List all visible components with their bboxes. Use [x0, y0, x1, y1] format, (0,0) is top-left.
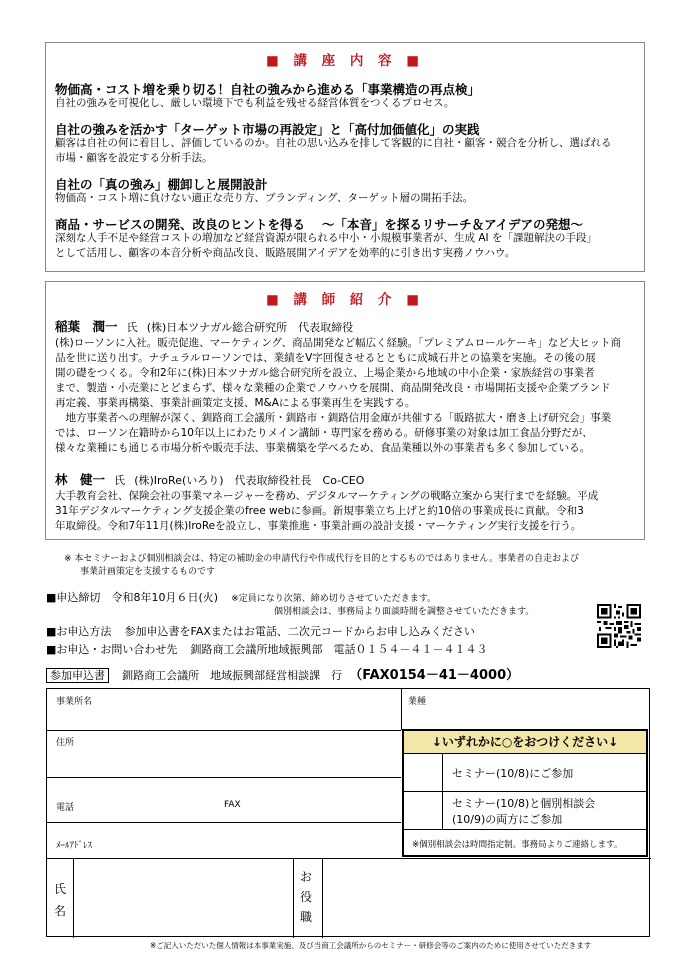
name-label-1: 氏 [54, 882, 67, 896]
choice-title: ↓いずれかに○をおつけください↓ [404, 731, 646, 754]
bio-line: 大手教育会社、保険会社の事業マネージャーを務め、デジタルマーケティングの戦略立案から実行までを経験。平成 [55, 490, 599, 502]
consult-note: 個別相談会は、事務局より面談時間を調整させていただきます。 [274, 607, 535, 617]
company-input[interactable] [110, 694, 390, 724]
lecturer-2-affiliation: (株)IroRe(いろり) 代表取締役社長 Co-CEO [134, 474, 365, 487]
course-item-3-heading: 自社の「真の強み」棚卸しと展開設計 [55, 177, 268, 192]
contact-text: 釧路商工会議所地域振興部 電話０１５４－４１－４１４３ [190, 643, 488, 656]
option-2-label-2: (10/9)の両方にご参加 [452, 813, 563, 826]
privacy-note: ※ご記入いただいた個人情報は本事業実施、及び当商工会議所からのセミナー・研修会等のご案内のために使用させていただきます [150, 941, 592, 950]
consult-time-note: ※個別相談会は時間指定制。事務局よりご連絡します。 [412, 840, 623, 850]
fax-label: FAX [224, 800, 241, 810]
contact-label: ■お申込・お問い合わせ先 [46, 643, 178, 656]
method-text: 参加申込書をFAXまたはお電話、二次元コードからお申し込みください [124, 625, 475, 638]
course-item-2-desc-2: 市場・顧客を設定する分析手法。 [55, 152, 213, 164]
notice-line-2: 事業計画策定を支援するものです [80, 567, 216, 577]
deadline-date: 令和8年10月６日(火) [111, 591, 219, 604]
deadline-row [46, 586, 436, 605]
course-item-4-heading: 商品・サービスの開発、改良のヒントを得る ～「本音」を探るリサーチ＆アイデアの発想～ [55, 217, 583, 232]
course-item-1-heading: 物価高・コスト増を乗り切る！自社の強みから進める「事業構造の再点検」 [55, 82, 481, 97]
email-input[interactable] [100, 832, 396, 852]
option-1-circle-target[interactable] [404, 753, 442, 791]
deadline-label: ■申込締切 [46, 591, 101, 604]
option-2-label-1: セミナー(10/8)と個別相談会 [452, 797, 596, 810]
bio-line: 再定義、事業再構築、事業計画策定支援、M&Aによる事業再生を実践する。 [55, 397, 416, 409]
lecturer-2-honorific: 氏 [114, 474, 126, 487]
choice-box [402, 729, 648, 857]
lecturer-1-honorific: 氏 [126, 321, 138, 334]
course-item-4-desc-1: 深刻な人手不足や経営コストの増加など経営資源が限られる中小・小規模事業者が、生成 AI を「課題解決の手段」 [55, 232, 597, 244]
bio-line: 品を世に送り出す。ナチュラルローソンでは、業績をV字回復させるとともに成城石井との協業を実施。その後の展 [55, 352, 596, 364]
lecturer-2-bio [55, 489, 598, 534]
course-item-4-desc-2: として活用し、顧客の本音分析や商品改良、販路展開アイデアを効率的に引き出す実務ノウハウ。 [55, 247, 516, 259]
lecturer-1-name: 稲葉 潤一 [55, 319, 118, 334]
address-input[interactable] [56, 748, 396, 774]
bio-line: 31年デジタルマーケティング支援企業のfree webに参画。新規事業立ち上げと約10倍の事業成長に貢献。令和3 [55, 505, 584, 517]
contact-row [46, 638, 488, 657]
address-label: 住所 [56, 738, 75, 748]
phone-label: 電話 [56, 803, 75, 813]
industry-input[interactable] [440, 694, 640, 724]
name-input[interactable] [76, 862, 288, 934]
bio-line: まで、製造・小売業にとどまらず、様々な業種の企業でノウハウを展開、商品開発改良・市場開拓支援や企業ブランド [55, 382, 611, 394]
course-item-2-desc-1: 顧客は自社の何に着目し、評価しているのか。自社の思い込みを排して客観的に自社・顧客・競合を分析し、選ばれる [55, 137, 612, 149]
industry-label: 業種 [408, 697, 427, 707]
position-label-2: 役 [300, 890, 313, 904]
form-tag: 参加申込書 [46, 668, 109, 683]
email-label: ﾒｰﾙｱﾄﾞﾚｽ [56, 841, 93, 851]
form-fax: （FAX0154－41－4000） [349, 668, 520, 683]
bio-line: 様々な業種にも通じる市場分析や販売手法、事業構築を学べるため、食品業種以外の事業者も多く参加している。 [55, 442, 591, 454]
course-item-1-desc: 自社の強みを可視化し、厳しい環境下でも利益を残せる経営体質をつくるプロセス。 [55, 97, 455, 109]
bio-line: (株)ローソンに入社。販売促進、マーケティング、商品開発など幅広く経験。「プレミアムロールケーキ」など大ヒット商 [55, 337, 621, 349]
deadline-note: ※定員になり次第、締め切りさせていただきます。 [231, 594, 436, 604]
lecturer-2-name: 林 健一 [55, 472, 106, 487]
lecturer-1-affiliation: (株)日本ツナガル総合研究所 代表取締役 [146, 321, 354, 334]
bio-line: 地方事業者への理解が深く、釧路商工会議所・釧路市・釧路信用金庫が共催する「販路拡大・磨き上げ研究会」事業 [55, 412, 612, 424]
course-item-3-desc: 物価高・コスト増に負けない適正な売り方、ブランディング、ターゲット層の開拓手法。 [55, 192, 474, 204]
lecturer-1-bio [55, 336, 621, 456]
qr-code-icon[interactable] [597, 604, 641, 648]
form-addressee: 釧路商工会議所 地域振興部経営相談課 行 [122, 669, 343, 682]
form-header [46, 664, 519, 683]
method-label: ■お申込方法 [46, 625, 112, 638]
position-label-3: 職 [300, 910, 313, 924]
notice-line-1: ※ 本セミナーおよび個別相談会は、特定の補助金の申請代行や作成代行を目的とするものではありません。事業者の自走および [64, 554, 579, 564]
option-1-label: セミナー(10/8)にご参加 [452, 767, 574, 780]
lecturer-title: ■ 講 師 紹 介 ■ [265, 292, 424, 308]
company-label: 事業所名 [56, 697, 93, 707]
lecturer-2-header [55, 469, 364, 488]
course-item-2-heading: 自社の強みを活かす「ターゲット市場の再設定」と「高付加価値化」の実践 [55, 122, 480, 137]
bio-line: 開の礎をつくる。令和2年に(株)日本ツナガル総合研究所を設立、上場企業から地域の中小企業・家族経営の事業者 [55, 367, 595, 379]
lecturer-1-header [55, 316, 353, 335]
bio-line: 年取締役。令和7年11月(株)IroReを設立し、事業推進・事業計画の設計支援・マーケティング実行支援を行う。 [55, 520, 582, 532]
option-2-circle-target[interactable] [404, 791, 442, 829]
course-title: ■ 講 座 内 容 ■ [265, 53, 424, 69]
phone-input[interactable] [80, 796, 220, 814]
name-label-2: 名 [54, 904, 67, 918]
position-input[interactable] [325, 862, 645, 934]
position-label-1: お [300, 870, 313, 884]
bio-line: では、ローソン在籍時から10年以上にわたりメイン講師・専門家を務める。研修事業の対象は加工食品分野だが、 [55, 427, 593, 439]
fax-input[interactable] [246, 796, 396, 814]
method-row [46, 620, 475, 639]
